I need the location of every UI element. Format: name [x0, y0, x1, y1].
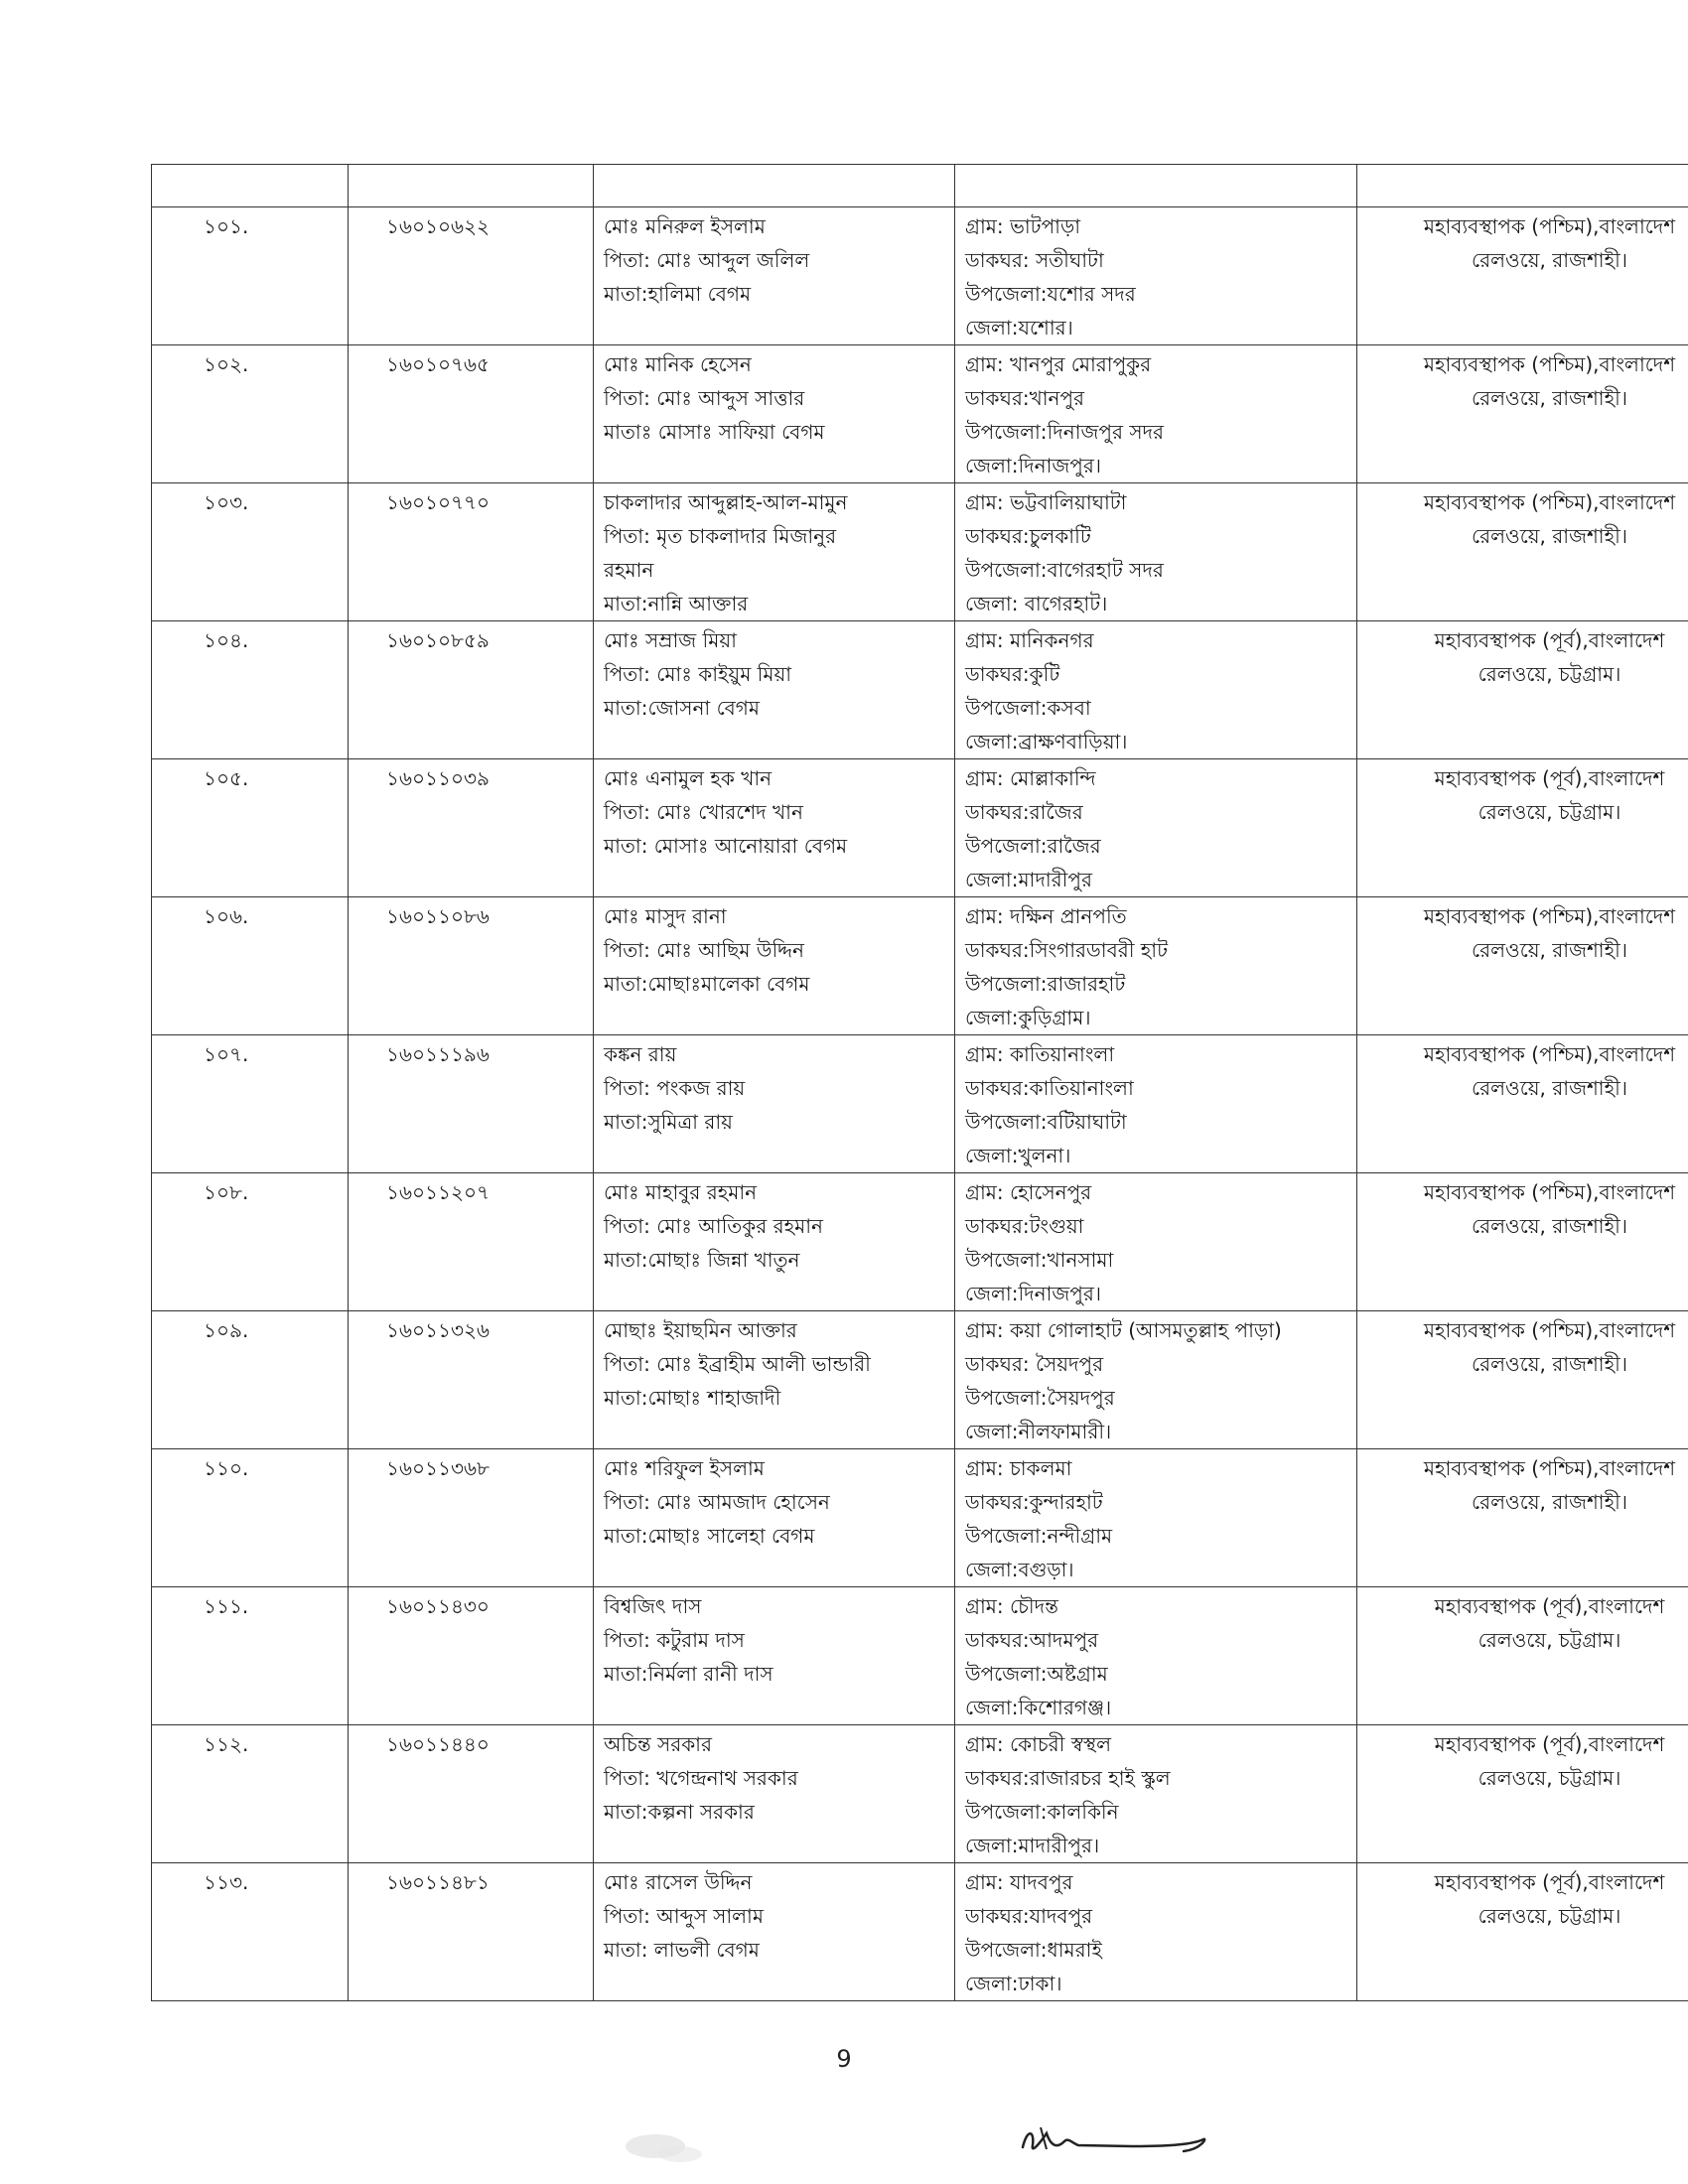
address-line: ডাকঘর:খানপুর — [965, 386, 1085, 410]
serial-cell — [152, 1173, 349, 1311]
address-line: উপজেলা:সৈয়দপুর — [965, 1386, 1115, 1410]
blank-cell — [594, 165, 955, 207]
office-line: রেলওয়ে, রাজশাহী। — [1472, 938, 1627, 962]
office-line: রেলওয়ে, রাজশাহী। — [1472, 386, 1627, 410]
name-line: মোঃ মাসুদ রানা — [604, 904, 727, 928]
table-row — [152, 1725, 1688, 1863]
blank-cell — [152, 165, 349, 207]
address-line: গ্রাম: কোচরী স্বস্থল — [965, 1732, 1112, 1756]
address-line: ডাকঘর:কুটি — [965, 662, 1060, 686]
address-line: ডাকঘর:টংগুয়া — [965, 1214, 1084, 1238]
table-row — [152, 621, 1688, 759]
name-cell — [594, 1863, 955, 2001]
name-cell — [594, 759, 955, 897]
office-line: মহাব্যবস্থাপক (পশ্চিম),বাংলাদেশ — [1423, 490, 1676, 514]
name-line: মোঃ শরিফুল ইসলাম — [604, 1456, 765, 1480]
name-cell — [594, 483, 955, 621]
name-line: মাতা:হালিমা বেগম — [604, 282, 752, 306]
roll-number: ১৬০১০৭৬৫ — [386, 352, 490, 376]
signature-mark — [1013, 2119, 1211, 2169]
name-line: পিতা: খগেন্দ্রনাথ সরকার — [604, 1766, 798, 1790]
office-line: রেলওয়ে, চট্টগ্রাম। — [1477, 800, 1621, 824]
address-line: উপজেলা:কালকিনি — [965, 1800, 1119, 1824]
serial-number: ১০৬. — [204, 904, 249, 928]
blank-cell — [349, 165, 594, 207]
office-cell — [1357, 1311, 1688, 1449]
page-number: 9 — [836, 2045, 852, 2073]
name-cell — [594, 1449, 955, 1587]
address-line: ডাকঘর:আদমপুর — [965, 1628, 1099, 1652]
address-line: জেলা:যশোর। — [965, 316, 1073, 340]
name-line: পিতা: মোঃ আমজাদ হোসেন — [604, 1490, 830, 1514]
address-line: ডাকঘর: সৈয়দপুর — [965, 1352, 1104, 1376]
address-cell — [955, 483, 1357, 621]
candidate-table — [151, 164, 1688, 2001]
office-line: রেলওয়ে, রাজশাহী। — [1472, 524, 1627, 548]
address-line: জেলা:দিনাজপুর। — [965, 454, 1102, 478]
address-cell — [955, 345, 1357, 483]
serial-cell — [152, 1311, 349, 1449]
address-line: গ্রাম: খানপুর মোরাপুকুর — [965, 352, 1152, 376]
address-cell — [955, 621, 1357, 759]
address-line: গ্রাম: ভাটপাড়া — [965, 214, 1081, 238]
office-line: রেলওয়ে, চট্টগ্রাম। — [1477, 1628, 1621, 1652]
address-line: উপজেলা:বাগেরহাট সদর — [965, 558, 1164, 582]
name-line: পিতা: মোঃ আব্দুস সাত্তার — [604, 386, 805, 410]
name-cell — [594, 897, 955, 1035]
name-line: পিতা: পংকজ রায় — [604, 1076, 746, 1100]
name-line: বিশ্বজিৎ দাস — [604, 1594, 702, 1618]
roll-number: ১৬০১০৬২২ — [386, 214, 490, 238]
serial-number: ১০১. — [204, 214, 249, 238]
roll-cell — [349, 1449, 594, 1587]
roll-number: ১৬০১১২০৭ — [386, 1180, 490, 1204]
name-cell — [594, 1173, 955, 1311]
name-line: মোঃ সম্রাজ মিয়া — [604, 628, 737, 652]
table-row — [152, 759, 1688, 897]
table-row — [152, 1587, 1688, 1725]
address-cell — [955, 1863, 1357, 2001]
office-cell — [1357, 1863, 1688, 2001]
address-line: জেলা:ঢাকা। — [965, 1972, 1062, 1995]
name-line: মোঃ মনিরুল ইসলাম — [604, 214, 766, 238]
address-line: জেলা:বগুড়া। — [965, 1558, 1074, 1581]
office-line: মহাব্যবস্থাপক (পশ্চিম),বাংলাদেশ — [1423, 1042, 1676, 1066]
address-line: জেলা:মাদারীপুর — [965, 868, 1092, 891]
roll-cell — [349, 345, 594, 483]
roll-cell — [349, 1173, 594, 1311]
roll-number: ১৬০১১৩৬৮ — [386, 1456, 490, 1480]
roll-number: ১৬০১১০৮৬ — [386, 904, 490, 928]
office-cell — [1357, 621, 1688, 759]
name-line: মাতা:নান্নি আক্তার — [604, 592, 749, 615]
name-line: পিতা: মোঃ খোরশেদ খান — [604, 800, 803, 824]
serial-cell — [152, 897, 349, 1035]
name-line: মোঃ মাহাবুর রহমান — [604, 1180, 758, 1204]
office-line: মহাব্যবস্থাপক (পশ্চিম),বাংলাদেশ — [1423, 904, 1676, 928]
candidate-table-body — [152, 165, 1688, 2001]
office-cell — [1357, 1587, 1688, 1725]
name-cell — [594, 1035, 955, 1173]
address-line: ডাকঘর:চুলকাটি — [965, 524, 1091, 548]
roll-number: ১৬০১১১৯৬ — [386, 1042, 490, 1066]
roll-number: ১৬০১১৪৪০ — [386, 1732, 490, 1756]
office-cell — [1357, 345, 1688, 483]
office-line: মহাব্যবস্থাপক (পশ্চিম),বাংলাদেশ — [1423, 1180, 1676, 1204]
name-cell — [594, 1725, 955, 1863]
address-line: গ্রাম: মোল্লাকান্দি — [965, 766, 1096, 790]
address-line: উপজেলা:বটিয়াঘাটা — [965, 1110, 1127, 1134]
name-line: পিতা: মোঃ আতিকুর রহমান — [604, 1214, 823, 1238]
scan-smudge — [611, 2124, 720, 2174]
office-cell — [1357, 483, 1688, 621]
office-line: মহাব্যবস্থাপক (পূর্ব),বাংলাদেশ — [1434, 1870, 1665, 1894]
name-line: মাতা: মোসাঃ আনোয়ারা বেগম — [604, 834, 848, 858]
office-line: মহাব্যবস্থাপক (পশ্চিম),বাংলাদেশ — [1423, 1456, 1676, 1480]
name-cell — [594, 1311, 955, 1449]
name-line: পিতা: কটুরাম দাস — [604, 1628, 745, 1652]
serial-cell — [152, 1863, 349, 2001]
serial-number: ১০৯. — [204, 1318, 249, 1342]
address-cell — [955, 1725, 1357, 1863]
address-line: জেলা:নীলফামারী। — [965, 1420, 1112, 1443]
name-line: মাতা:জোসনা বেগম — [604, 696, 761, 720]
name-line: পিতা: মৃত চাকলাদার মিজানুর — [604, 524, 837, 548]
office-line: রেলওয়ে, রাজশাহী। — [1472, 248, 1627, 272]
table-row — [152, 345, 1688, 483]
office-line: রেলওয়ে, চট্টগ্রাম। — [1477, 1766, 1621, 1790]
name-cell — [594, 1587, 955, 1725]
name-line: মাতাঃ মোসাঃ সাফিয়া বেগম — [604, 420, 825, 444]
name-line: রহমান — [604, 558, 654, 582]
address-cell — [955, 1173, 1357, 1311]
office-cell — [1357, 1725, 1688, 1863]
roll-cell — [349, 1725, 594, 1863]
address-line: জেলা:মাদারীপুর। — [965, 1834, 1100, 1857]
address-line: গ্রাম: দক্ষিন প্রানপতি — [965, 904, 1127, 928]
address-line: গ্রাম: কয়া গোলাহাট (আসমতুল্লাহ পাড়া) — [965, 1318, 1282, 1342]
table-row — [152, 1311, 1688, 1449]
address-line: জেলা: বাগেরহাট। — [965, 592, 1108, 615]
table-row — [152, 1035, 1688, 1173]
roll-cell — [349, 1863, 594, 2001]
name-line: মাতা:নির্মলা রানী দাস — [604, 1662, 774, 1686]
office-cell — [1357, 207, 1688, 345]
office-line: রেলওয়ে, রাজশাহী। — [1472, 1214, 1627, 1238]
office-line: রেলওয়ে, রাজশাহী। — [1472, 1352, 1627, 1376]
office-line: মহাব্যবস্থাপক (পূর্ব),বাংলাদেশ — [1434, 1732, 1665, 1756]
table-row — [152, 1863, 1688, 2001]
address-line: গ্রাম: মানিকনগর — [965, 628, 1094, 652]
office-cell — [1357, 759, 1688, 897]
office-cell — [1357, 897, 1688, 1035]
name-line: মাতা:মোছাঃ সালেহা বেগম — [604, 1524, 815, 1548]
serial-number: ১১১. — [204, 1594, 249, 1618]
address-cell — [955, 207, 1357, 345]
address-line: গ্রাম: ভট্টবালিয়াঘাটা — [965, 490, 1127, 514]
address-line: ডাকঘর:যাদবপুর — [965, 1904, 1093, 1928]
table-row — [152, 207, 1688, 345]
office-line: রেলওয়ে, চট্টগ্রাম। — [1477, 1904, 1621, 1928]
roll-cell — [349, 207, 594, 345]
serial-cell — [152, 1449, 349, 1587]
office-line: মহাব্যবস্থাপক (পূর্ব),বাংলাদেশ — [1434, 628, 1665, 652]
address-cell — [955, 1311, 1357, 1449]
name-line: পিতা: মোঃ ইব্রাহীম আলী ভান্ডারী — [604, 1352, 871, 1376]
name-line: পিতা: আব্দুস সালাম — [604, 1904, 764, 1928]
roll-cell — [349, 1035, 594, 1173]
office-line: মহাব্যবস্থাপক (পশ্চিম),বাংলাদেশ — [1423, 352, 1676, 376]
address-line: উপজেলা:রাজৈর — [965, 834, 1101, 858]
roll-cell — [349, 1311, 594, 1449]
name-line: মাতা:সুমিত্রা রায় — [604, 1110, 733, 1134]
name-line: অচিন্ত সরকার — [604, 1732, 712, 1756]
office-line: মহাব্যবস্থাপক (পূর্ব),বাংলাদেশ — [1434, 766, 1665, 790]
name-line: মোঃ রাসেল উদ্দিন — [604, 1870, 753, 1894]
address-line: গ্রাম: চাকলমা — [965, 1456, 1072, 1480]
address-line: গ্রাম: কাতিয়ানাংলা — [965, 1042, 1115, 1066]
address-line: ডাকঘর: সতীঘাটা — [965, 248, 1104, 272]
address-line: ডাকঘর:রাজারচর হাই স্কুল — [965, 1766, 1171, 1790]
address-line: ডাকঘর:সিংগারডাবরী হাট — [965, 938, 1168, 962]
address-line: জেলা:দিনাজপুর। — [965, 1282, 1102, 1305]
name-line: কঙ্কন রায় — [604, 1042, 677, 1066]
blank-cell — [955, 165, 1357, 207]
name-line: পিতা: মোঃ আছিম উদ্দিন — [604, 938, 804, 962]
office-line: মহাব্যবস্থাপক (পূর্ব),বাংলাদেশ — [1434, 1594, 1665, 1618]
serial-cell — [152, 621, 349, 759]
address-line: উপজেলা:ধামরাই — [965, 1938, 1102, 1962]
name-line: মোছাঃ ইয়াছমিন আক্তার — [604, 1318, 797, 1342]
name-cell — [594, 207, 955, 345]
serial-number: ১১৩. — [204, 1870, 249, 1894]
address-line: উপজেলা:যশোর সদর — [965, 282, 1136, 306]
office-line: রেলওয়ে, রাজশাহী। — [1472, 1490, 1627, 1514]
office-line: রেলওয়ে, রাজশাহী। — [1472, 1076, 1627, 1100]
address-line: ডাকঘর:কাতিয়ানাংলা — [965, 1076, 1134, 1100]
roll-cell — [349, 483, 594, 621]
roll-number: ১৬০১১৪৮১ — [386, 1870, 490, 1894]
address-line: উপজেলা:দিনাজপুর সদর — [965, 420, 1165, 444]
serial-number: ১০৩. — [204, 490, 249, 514]
office-cell — [1357, 1173, 1688, 1311]
address-line: উপজেলা:নন্দীগ্রাম — [965, 1524, 1113, 1548]
office-line: মহাব্যবস্থাপক (পশ্চিম),বাংলাদেশ — [1423, 1318, 1676, 1342]
address-line: ডাকঘর:রাজৈর — [965, 800, 1083, 824]
name-line: পিতা: মোঃ আব্দুল জলিল — [604, 248, 810, 272]
serial-cell — [152, 759, 349, 897]
address-cell — [955, 759, 1357, 897]
serial-number: ১০৪. — [204, 628, 249, 652]
serial-number: ১১২. — [204, 1732, 249, 1756]
serial-cell — [152, 345, 349, 483]
serial-cell — [152, 1725, 349, 1863]
roll-cell — [349, 759, 594, 897]
address-cell — [955, 897, 1357, 1035]
table-row — [152, 483, 1688, 621]
office-cell — [1357, 1449, 1688, 1587]
name-line: চাকলাদার আব্দুল্লাহ-আল-মামুন — [604, 490, 848, 514]
table-row — [152, 1173, 1688, 1311]
roll-number: ১৬০১১০৩৯ — [386, 766, 490, 790]
serial-number: ১০৮. — [204, 1180, 249, 1204]
address-line: জেলা:কিশোরগঞ্জ। — [965, 1696, 1112, 1719]
serial-number: ১১০. — [204, 1456, 249, 1480]
address-line: উপজেলা:কসবা — [965, 696, 1091, 720]
address-line: গ্রাম: হোসেনপুর — [965, 1180, 1092, 1204]
address-line: উপজেলা:খানসামা — [965, 1248, 1114, 1272]
roll-number: ১৬০১১৩২৬ — [386, 1318, 490, 1342]
table-row — [152, 897, 1688, 1035]
table-row — [152, 1449, 1688, 1587]
office-line: মহাব্যবস্থাপক (পশ্চিম),বাংলাদেশ — [1423, 214, 1676, 238]
serial-cell — [152, 1035, 349, 1173]
address-line: উপজেলা:অষ্টগ্রাম — [965, 1662, 1108, 1686]
name-line: মাতা: লাভলী বেগম — [604, 1938, 760, 1962]
address-line: জেলা:কুড়িগ্রাম। — [965, 1006, 1091, 1029]
address-cell — [955, 1587, 1357, 1725]
address-cell — [955, 1449, 1357, 1587]
address-line: গ্রাম: যাদবপুর — [965, 1870, 1073, 1894]
name-line: মাতা:কল্পনা সরকার — [604, 1800, 755, 1824]
address-line: ডাকঘর:কুন্দারহাট — [965, 1490, 1103, 1514]
name-line: মাতা:মোছাঃ শাহাজাদী — [604, 1386, 781, 1410]
name-line: মাতা:মোছাঃমালেকা বেগম — [604, 972, 810, 996]
address-line: উপজেলা:রাজারহাট — [965, 972, 1126, 996]
serial-number: ১০৫. — [204, 766, 249, 790]
address-line: জেলা:ব্রাক্ষণবাড়িয়া। — [965, 730, 1128, 753]
address-line: গ্রাম: চৌদন্ত — [965, 1594, 1058, 1618]
address-cell — [955, 1035, 1357, 1173]
serial-cell — [152, 207, 349, 345]
name-line: পিতা: মোঃ কাইয়ুম মিয়া — [604, 662, 792, 686]
roll-cell — [349, 1587, 594, 1725]
name-line: মোঃ এনামুল হক খান — [604, 766, 773, 790]
serial-cell — [152, 483, 349, 621]
roll-number: ১৬০১০৭৭০ — [386, 490, 490, 514]
serial-cell — [152, 1587, 349, 1725]
name-cell — [594, 345, 955, 483]
office-cell — [1357, 1035, 1688, 1173]
roll-number: ১৬০১০৮৫৯ — [386, 628, 490, 652]
roll-cell — [349, 897, 594, 1035]
name-line: মোঃ মানিক হেসেন — [604, 352, 752, 376]
serial-number: ১০২. — [204, 352, 249, 376]
office-line: রেলওয়ে, চট্টগ্রাম। — [1477, 662, 1621, 686]
name-cell — [594, 621, 955, 759]
serial-number: ১০৭. — [204, 1042, 249, 1066]
name-line: মাতা:মোছাঃ জিন্না খাতুন — [604, 1248, 800, 1272]
address-line: জেলা:খুলনা। — [965, 1144, 1071, 1167]
table-blank-header-row — [152, 165, 1688, 207]
blank-cell — [1357, 165, 1688, 207]
roll-number: ১৬০১১৪৩০ — [386, 1594, 490, 1618]
roll-cell — [349, 621, 594, 759]
